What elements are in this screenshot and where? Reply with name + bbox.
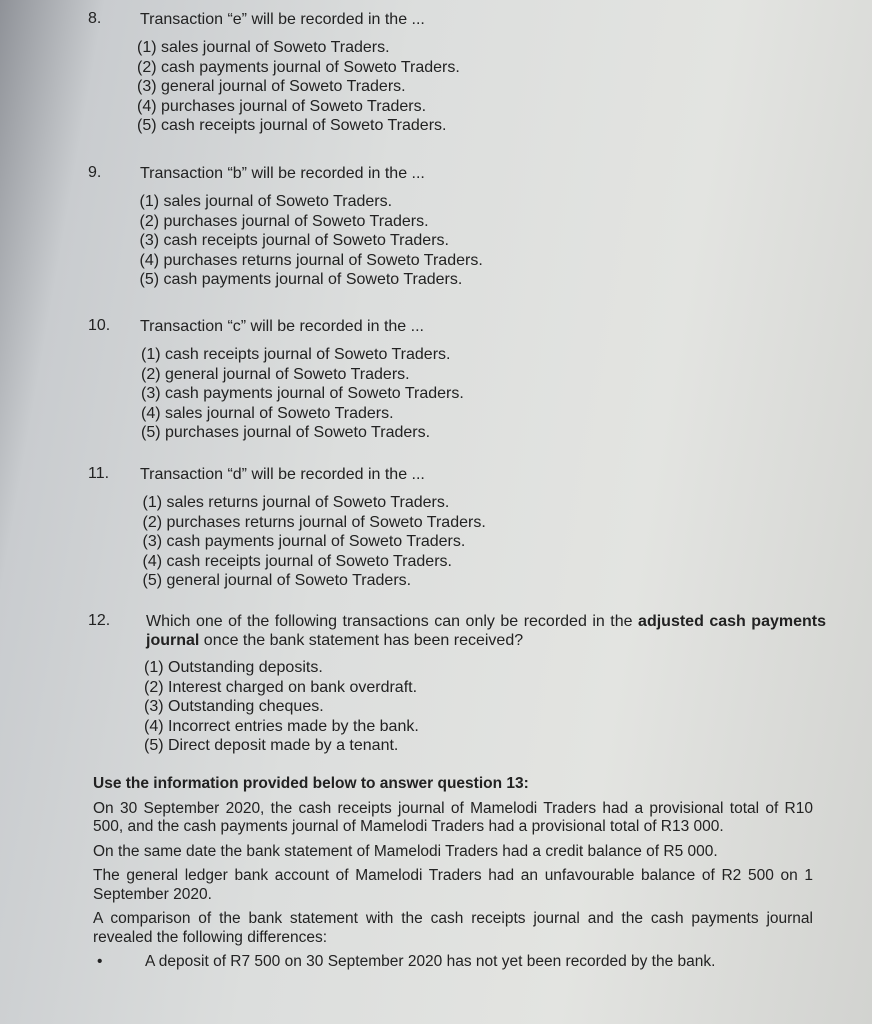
- question-number: 11.: [88, 465, 110, 482]
- option-5: (5) cash receipts journal of Soweto Traders.: [137, 117, 447, 134]
- options-list: [140, 192, 483, 290]
- options-list: [141, 345, 464, 443]
- question-stem: Transaction “b” will be recorded in the ...: [140, 165, 425, 182]
- option-2: (2) Interest charged on bank overdraft.: [144, 678, 418, 696]
- option-5: (5) Direct deposit made by a tenant.: [144, 737, 399, 754]
- option-4: (4) purchases journal of Soweto Traders.: [137, 97, 427, 115]
- option-3: (3) Outstanding cheques.: [144, 698, 324, 715]
- option-4: (4) sales journal of Soweto Traders.: [141, 404, 394, 422]
- option-3: (3) cash payments journal of Soweto Traders.: [142, 533, 466, 550]
- question-number: 9.: [88, 164, 102, 181]
- option-2: (2) purchases journal of Soweto Traders.: [139, 212, 429, 230]
- question-number: 10.: [88, 317, 111, 334]
- stem-text: once the bank statement has been received?: [199, 632, 524, 649]
- info-paragraph: A comparison of the bank statement with the cash receipts journal and the cash payments journal revealed the following differences:: [93, 910, 813, 946]
- option-4: (4) cash receipts journal of Soweto Traders.: [142, 552, 452, 570]
- option-3: (3) cash receipts journal of Soweto Traders.: [139, 232, 449, 249]
- stem-text: Which one of the following transactions can only be recorded in the: [146, 613, 639, 630]
- info-heading: Use the information provided below to answer question 13:: [93, 775, 529, 792]
- option-2: (2) cash payments journal of Soweto Traders.: [137, 58, 460, 76]
- option-5: (5) purchases journal of Soweto Traders.: [141, 424, 431, 441]
- option-5: (5) general journal of Soweto Traders.: [142, 572, 412, 589]
- option-4: (4) purchases returns journal of Soweto Traders.: [139, 251, 483, 269]
- options-list: [143, 493, 486, 591]
- option-1: (1) Outstanding deposits.: [144, 659, 323, 676]
- info-paragraph: On the same date the bank statement of Mamelodi Traders had a credit balance of R5 000.: [93, 842, 718, 860]
- option-1: (1) cash receipts journal of Soweto Traders.: [141, 346, 451, 363]
- question-number: 8.: [88, 10, 102, 27]
- info-paragraph: On 30 September 2020, the cash receipts journal of Mamelodi Traders had a provisional total of R10 500, and the cash payments journal of Mamelodi Traders had a provisional total of R13 000.: [93, 799, 813, 835]
- question-13-information: [93, 775, 813, 978]
- question-number: 12.: [88, 612, 111, 629]
- question-stem: [146, 612, 826, 650]
- option-1: (1) sales returns journal of Soweto Traders.: [142, 494, 450, 511]
- option-2: (2) purchases returns journal of Soweto Traders.: [142, 513, 486, 531]
- options-list: [144, 658, 419, 756]
- option-2: (2) general journal of Soweto Traders.: [141, 365, 410, 383]
- question-stem: Transaction “e” will be recorded in the ...: [140, 11, 425, 28]
- options-list: [137, 38, 460, 136]
- question-stem: Transaction “d” will be recorded in the ...: [140, 466, 425, 483]
- info-bullet: [93, 953, 813, 972]
- option-3: (3) general journal of Soweto Traders.: [137, 78, 406, 95]
- info-paragraph: The general ledger bank account of Mamelodi Traders had an unfavourable balance of R2 500 on 1 September 2020.: [93, 867, 813, 903]
- question-stem: Transaction “c” will be recorded in the ...: [140, 318, 424, 335]
- option-3: (3) cash payments journal of Soweto Traders.: [141, 385, 464, 402]
- stem-bold: adjusted cash payments journal: [146, 613, 826, 649]
- option-5: (5) cash payments journal of Soweto Traders.: [139, 271, 463, 288]
- option-1: (1) sales journal of Soweto Traders.: [139, 193, 393, 210]
- option-4: (4) Incorrect entries made by the bank.: [144, 717, 419, 735]
- bullet-text: A deposit of R7 500 on 30 September 2020 has not yet been recorded by the bank.: [145, 953, 716, 970]
- bullet-icon: •: [97, 953, 103, 970]
- option-1: (1) sales journal of Soweto Traders.: [137, 39, 390, 56]
